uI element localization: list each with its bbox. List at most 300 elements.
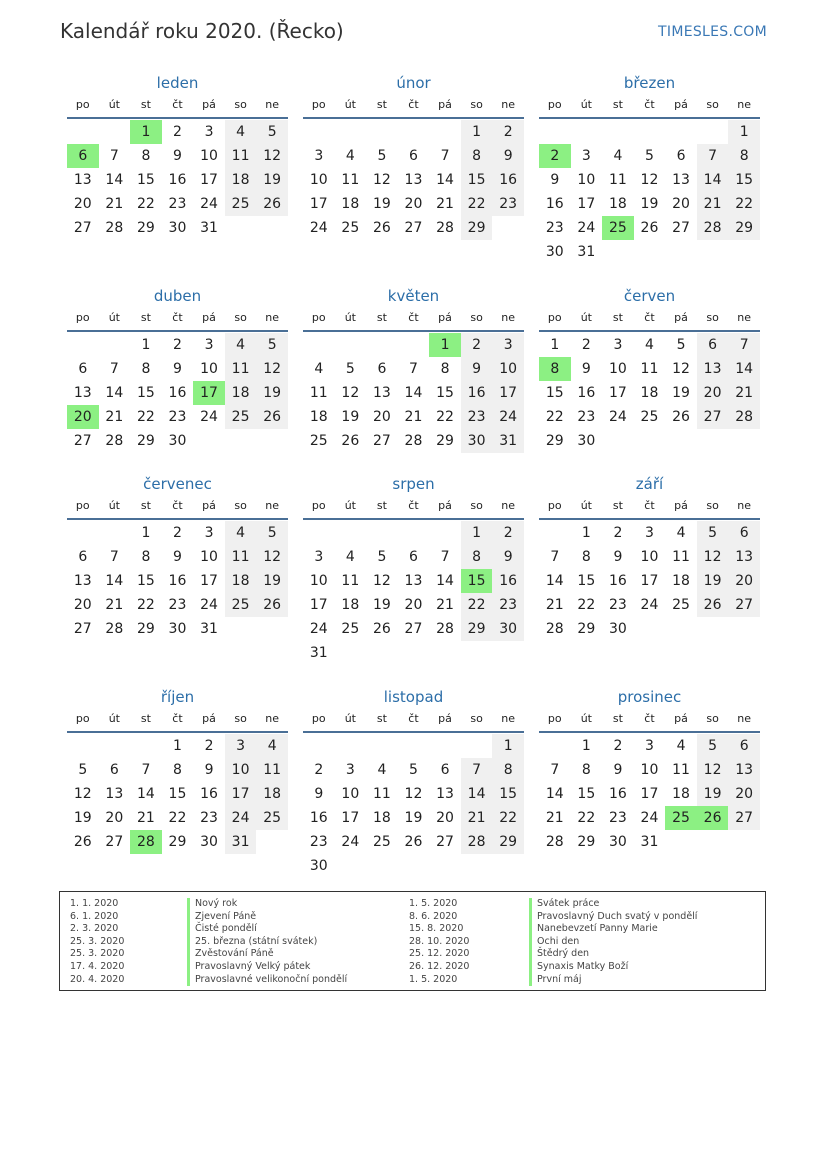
day-cell: 24 [577,220,596,236]
holiday-date: 8. 6. 2020 [409,910,458,922]
month-9 [539,474,760,641]
day-cell: 16 [545,196,564,212]
weekday-label: so [234,712,247,725]
day-cell: 1 [141,337,151,353]
weekday-label: so [470,712,483,725]
empty-cell [303,734,335,758]
day-cell: 29 [577,621,596,637]
month-name: listopad [383,688,444,706]
day-cell: 20 [697,381,729,405]
day-cell: 21 [105,597,124,613]
day-cell: 17 [640,573,659,589]
day-cell: 27 [672,220,690,236]
day-cell: 24 [309,621,328,637]
day-cell: 8 [492,758,524,782]
day-cell: 24 [608,409,627,425]
weekday-label: út [344,712,356,725]
day-cell: 3 [204,124,214,140]
empty-cell [303,333,335,357]
day-cell: 30 [608,621,627,637]
day-cell: 20 [672,196,690,212]
day-cell: 11 [225,545,257,569]
day-cell: 27 [728,593,760,617]
empty-cell [398,333,430,357]
day-cell: 14 [136,786,155,802]
holiday-day: 28 [130,830,162,854]
day-cell: 11 [256,758,288,782]
day-cell: 14 [105,172,124,188]
day-cell: 26 [73,834,92,850]
empty-cell [335,120,367,144]
day-cell: 6 [409,148,418,164]
day-cell: 29 [436,433,454,449]
day-cell: 13 [404,172,423,188]
day-cell: 19 [372,597,391,613]
day-cell: 21 [545,597,564,613]
empty-cell [366,521,398,545]
day-cell: 14 [697,168,729,192]
day-cell: 2 [173,337,182,353]
day-cell: 29 [168,834,187,850]
day-cell: 4 [256,734,288,758]
day-cell: 10 [309,172,328,188]
holiday-name: 25. března (státní svátek) [187,936,347,949]
weekday-label: st [376,98,387,111]
day-cell: 17 [577,196,596,212]
day-grid [67,120,288,240]
day-cell: 31 [577,244,596,260]
weekday-label: čt [408,311,419,324]
day-cell: 31 [640,834,659,850]
weekday-label: ne [501,499,516,512]
empty-cell [366,734,398,758]
day-cell: 20 [404,196,423,212]
day-cell: 1 [173,738,182,754]
weekday-label: po [75,311,90,324]
weekday-label: st [612,98,623,111]
weekday-label: čt [172,499,183,512]
holiday-name: Nový rok [187,898,347,911]
legend-names-right [529,898,697,986]
day-cell: 21 [436,597,454,613]
day-cell: 25 [640,409,659,425]
day-cell: 23 [608,597,627,613]
day-cell: 19 [697,569,729,593]
weekday-label: so [706,98,719,111]
day-cell: 15 [136,172,155,188]
weekday-header [303,93,524,119]
day-cell: 5 [697,521,729,545]
day-cell: 7 [109,361,119,377]
day-cell: 10 [640,762,659,778]
day-cell: 4 [676,525,686,541]
day-cell: 18 [341,196,360,212]
day-cell: 6 [78,549,88,565]
day-cell: 15 [436,385,454,401]
day-cell: 4 [676,738,686,754]
day-cell: 14 [105,385,124,401]
day-cell: 20 [404,597,423,613]
day-cell: 17 [309,196,328,212]
holiday-date: 25. 3. 2020 [70,948,125,960]
day-cell: 28 [105,621,124,637]
day-cell: 24 [225,806,257,830]
month-4 [67,286,288,453]
day-cell: 5 [256,333,288,357]
day-cell: 14 [404,385,423,401]
day-cell: 25 [672,597,690,613]
weekday-label: út [108,499,120,512]
day-cell: 15 [136,573,155,589]
day-cell: 25 [309,433,328,449]
day-cell: 23 [492,192,524,216]
day-cell: 12 [404,786,423,802]
day-cell: 12 [697,545,729,569]
weekday-label: pá [674,712,688,725]
day-cell: 24 [492,405,524,429]
day-cell: 19 [672,385,690,401]
day-cell: 19 [256,168,288,192]
day-cell: 14 [545,786,564,802]
day-cell: 23 [492,593,524,617]
day-cell: 13 [372,385,391,401]
holiday-day: 17 [193,381,225,405]
month-8 [303,474,524,665]
day-cell: 15 [728,168,760,192]
holiday-date: 25. 12. 2020 [409,948,470,960]
month-name: červenec [143,475,212,493]
weekday-label: pá [202,98,216,111]
empty-cell [634,120,666,144]
day-cell: 26 [256,593,288,617]
day-cell: 10 [200,361,218,377]
weekday-label: so [706,712,719,725]
holiday-legend [59,891,766,991]
weekday-label: út [344,311,356,324]
day-cell: 30 [168,621,187,637]
day-cell: 29 [136,433,155,449]
month-name: červen [623,287,676,305]
month-name: září [635,475,664,493]
day-cell: 3 [645,738,654,754]
day-cell: 16 [200,786,218,802]
day-cell: 18 [256,782,288,806]
empty-cell [99,120,131,144]
weekday-label: po [547,311,562,324]
day-cell: 10 [492,357,524,381]
day-cell: 13 [672,172,690,188]
day-cell: 16 [577,385,596,401]
weekday-label: st [140,712,151,725]
weekday-label: ne [737,311,752,324]
day-cell: 18 [225,168,257,192]
weekday-label: pá [674,499,688,512]
day-cell: 19 [73,810,92,826]
day-cell: 13 [404,573,423,589]
day-cell: 28 [545,834,564,850]
day-cell: 1 [581,525,591,541]
day-cell: 5 [377,549,387,565]
day-grid [303,521,524,665]
weekday-label: pá [202,311,216,324]
day-cell: 20 [372,409,391,425]
day-cell: 27 [105,834,124,850]
day-cell: 12 [73,786,92,802]
day-cell: 18 [608,196,627,212]
empty-cell [67,333,99,357]
day-cell: 3 [314,148,324,164]
weekday-label: po [311,712,326,725]
empty-cell [130,734,162,758]
day-cell: 11 [608,172,627,188]
day-cell: 3 [645,525,654,541]
weekday-label: út [344,499,356,512]
day-cell: 29 [136,621,155,637]
day-cell: 11 [309,385,328,401]
day-cell: 17 [640,786,659,802]
day-cell: 13 [73,172,92,188]
weekday-label: po [75,499,90,512]
day-cell: 23 [461,405,493,429]
month-1 [67,73,288,240]
month-name: únor [396,74,431,92]
brand-link[interactable]: TIMESLES.COM [658,24,767,40]
weekday-header [539,306,760,332]
day-cell: 1 [492,734,524,758]
holiday-date: 26. 12. 2020 [409,960,470,972]
day-cell: 11 [225,357,257,381]
day-cell: 22 [136,409,155,425]
day-cell: 25 [225,405,257,429]
day-cell: 21 [697,192,729,216]
holiday-day: 15 [461,569,493,593]
day-cell: 9 [173,361,182,377]
day-cell: 3 [581,148,591,164]
month-name: leden [156,74,199,92]
day-cell: 4 [225,521,257,545]
day-cell: 23 [577,409,596,425]
day-cell: 23 [545,220,564,236]
month-11 [303,687,524,878]
weekday-label: út [580,712,592,725]
day-cell: 14 [105,573,124,589]
day-cell: 17 [309,597,328,613]
day-cell: 4 [225,120,257,144]
weekday-label: st [612,311,623,324]
day-cell: 27 [728,806,760,830]
weekday-label: st [140,311,151,324]
day-cell: 4 [314,361,324,377]
day-cell: 9 [173,148,182,164]
weekday-label: ne [737,499,752,512]
day-cell: 9 [581,361,591,377]
day-cell: 10 [309,573,328,589]
day-cell: 6 [409,549,418,565]
day-cell: 14 [461,782,493,806]
day-cell: 19 [341,409,360,425]
day-cell: 20 [105,810,124,826]
legend-dates-left [70,898,124,986]
weekday-label: so [470,311,483,324]
day-cell: 16 [492,569,524,593]
day-cell: 30 [309,858,328,874]
holiday-day: 1 [130,120,162,144]
weekday-label: so [234,311,247,324]
day-cell: 25 [225,192,257,216]
month-name: říjen [160,688,195,706]
day-cell: 7 [409,361,418,377]
day-cell: 28 [697,216,729,240]
weekday-label: st [376,311,387,324]
weekday-label: ne [265,499,280,512]
day-cell: 13 [697,357,729,381]
day-cell: 20 [73,597,92,613]
day-cell: 21 [461,806,493,830]
month-2 [303,73,524,240]
weekday-label: pá [438,499,452,512]
day-cell: 8 [581,762,591,778]
day-grid [67,734,288,854]
day-cell: 22 [436,409,454,425]
weekday-label: pá [438,311,452,324]
month-name: srpen [392,475,435,493]
day-cell: 9 [613,762,623,778]
day-cell: 19 [697,782,729,806]
day-cell: 23 [608,810,627,826]
day-cell: 4 [345,148,355,164]
day-cell: 19 [256,569,288,593]
day-grid [539,521,760,641]
day-cell: 15 [545,385,564,401]
day-cell: 11 [672,762,690,778]
day-cell: 9 [314,786,324,802]
weekday-header [67,93,288,119]
day-cell: 28 [436,220,454,236]
weekday-label: čt [172,712,183,725]
day-cell: 6 [109,762,119,778]
day-grid [67,333,288,453]
day-cell: 28 [545,621,564,637]
day-cell: 12 [697,758,729,782]
holiday-name: Pravoslavný Velký pátek [187,961,347,974]
day-cell: 29 [545,433,564,449]
day-cell: 10 [341,786,360,802]
day-cell: 15 [577,786,596,802]
month-5 [303,286,524,453]
day-cell: 29 [461,617,493,641]
empty-cell [429,120,461,144]
day-cell: 2 [613,525,623,541]
day-cell: 4 [645,337,654,353]
day-cell: 27 [73,433,92,449]
day-cell: 9 [550,172,560,188]
day-cell: 7 [728,333,760,357]
day-cell: 12 [372,172,391,188]
day-cell: 3 [314,549,324,565]
holiday-day: 25 [665,806,697,830]
day-cell: 13 [728,758,760,782]
day-cell: 25 [341,220,360,236]
day-cell: 6 [728,734,760,758]
day-cell: 15 [492,782,524,806]
day-cell: 18 [672,786,690,802]
day-cell: 30 [200,834,218,850]
day-cell: 31 [492,429,524,453]
day-cell: 11 [341,172,360,188]
day-cell: 6 [728,521,760,545]
holiday-day: 2 [539,144,571,168]
day-cell: 29 [577,834,596,850]
day-grid [539,734,760,854]
holiday-date: 17. 4. 2020 [70,960,125,972]
day-cell: 25 [225,593,257,617]
day-cell: 10 [225,758,257,782]
holiday-name: Čisté pondělí [187,923,347,936]
day-cell: 3 [613,337,623,353]
day-cell: 31 [200,621,218,637]
holiday-date: 1. 5. 2020 [409,973,458,985]
day-cell: 1 [550,337,560,353]
day-cell: 2 [461,333,493,357]
empty-cell [335,333,367,357]
holiday-day: 25 [602,216,634,240]
month-name: květen [387,287,440,305]
day-cell: 10 [200,549,218,565]
day-cell: 7 [141,762,151,778]
empty-cell [303,521,335,545]
day-cell: 27 [436,834,454,850]
day-cell: 14 [545,573,564,589]
day-cell: 12 [341,385,360,401]
day-cell: 5 [345,361,355,377]
day-cell: 26 [672,409,690,425]
day-cell: 12 [256,545,288,569]
day-cell: 15 [136,385,155,401]
day-cell: 22 [577,810,596,826]
day-cell: 16 [168,573,187,589]
weekday-header [539,494,760,520]
day-cell: 7 [109,148,119,164]
day-cell: 28 [436,621,454,637]
empty-cell [366,333,398,357]
day-cell: 17 [492,381,524,405]
weekday-label: čt [408,712,419,725]
day-cell: 18 [640,385,659,401]
weekday-label: pá [438,712,452,725]
day-cell: 22 [168,810,187,826]
weekday-label: ne [737,98,752,111]
day-cell: 17 [608,385,627,401]
weekday-label: so [706,311,719,324]
empty-cell [67,734,99,758]
day-cell: 22 [545,409,564,425]
day-cell: 13 [105,786,124,802]
day-cell: 7 [109,549,119,565]
day-cell: 11 [640,361,659,377]
day-cell: 5 [645,148,654,164]
holiday-date: 20. 4. 2020 [70,973,125,985]
weekday-header [303,306,524,332]
empty-cell [99,521,131,545]
weekday-label: po [547,712,562,725]
day-cell: 11 [225,144,257,168]
holiday-date: 25. 3. 2020 [70,935,125,947]
weekday-label: st [612,499,623,512]
day-cell: 8 [728,144,760,168]
day-cell: 8 [440,361,450,377]
holiday-name: Synaxis Matky Boží [529,961,697,974]
empty-cell [366,120,398,144]
